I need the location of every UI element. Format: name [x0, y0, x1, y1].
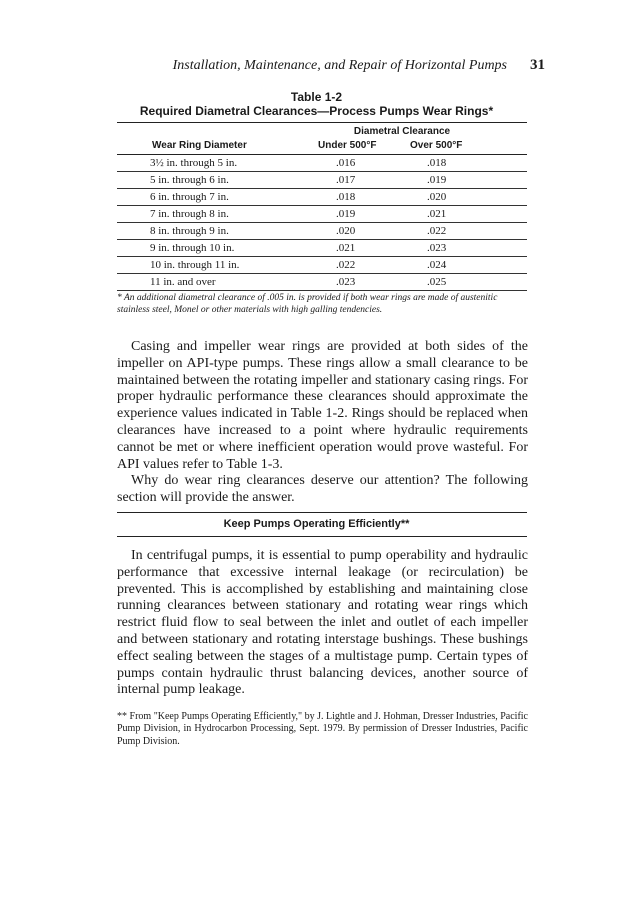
cell-diameter: 10 in. through 11 in. — [150, 259, 240, 271]
column-header-diameter: Wear Ring Diameter — [152, 140, 247, 151]
cell-over-500f: .025 — [427, 276, 447, 288]
section-top-rule — [117, 512, 527, 513]
cell-over-500f: .018 — [427, 157, 447, 169]
table-row — [117, 275, 527, 291]
table-footnote: * An additional diametral clearance of .005 in. is provided if both wear rings are made of austenitic stainless steel, Monel or other materials with high galling tendencies. — [117, 293, 498, 315]
cell-diameter: 3½ in. through 5 in. — [150, 157, 238, 169]
cell-under-500f: .023 — [336, 276, 356, 288]
cell-over-500f: .022 — [427, 225, 447, 237]
cell-under-500f: .021 — [336, 242, 356, 254]
table-row — [117, 173, 527, 189]
table-row — [117, 156, 527, 172]
column-header-over-500f: Over 500°F — [410, 140, 463, 151]
table-row — [117, 224, 527, 240]
table-row — [117, 241, 527, 257]
body-paragraph-leakage: In centrifugal pumps, it is essential to pump operability and hydraulic performance that excessive internal leakage (or recirculation) be prevented. This is accomplished by establishing and maintaining close running clearances between stationary and rotating wear rings which restrict fluid flow to seal between the inlet and outlet of each impeller and between stationary and rotating interstage bushings. These bushings effect sealing between the stages of a multistage pump. Certain types of pumps contain hydraulic thrust balancing devices, another source of internal pump leakage. — [117, 548, 528, 698]
table-row — [117, 258, 527, 274]
section-heading: Keep Pumps Operating Efficiently** — [223, 518, 410, 530]
table-caption: Required Diametral Clearances—Process Pumps Wear Rings* — [139, 104, 494, 118]
table-label: Table 1-2 — [290, 90, 343, 104]
cell-over-500f: .024 — [427, 259, 447, 271]
cell-under-500f: .018 — [336, 191, 356, 203]
running-header-title: Installation, Maintenance, and Repair of Horizontal Pumps — [172, 58, 507, 73]
footnote: ** From "Keep Pumps Operating Efficiently," by J. Lightle and J. Hohman, Dresser Industries, Pacific Pump Division, in Hydrocarbon Processing, Sept. 1979. By permission of Dresser Industries, Pacific Pump Division. — [117, 711, 528, 747]
cell-under-500f: .016 — [336, 157, 356, 169]
body-paragraph-wear-rings: Casing and impeller wear rings are provided at both sides of the impeller on API-type pumps. These rings allow a small clearance to be maintained between the rotating impeller and stationary casing rings. For proper hydraulic performance these clearances should approximate the experience values indicated in Table 1-2. Rings should be replaced when clearances have increased to a point where hydraulic requirements cannot be met or where inefficient operation would prove wasteful. For API values refer to Table 1-3. — [117, 339, 528, 472]
page-number: 31 — [530, 57, 545, 73]
cell-over-500f: .020 — [427, 191, 447, 203]
cell-over-500f: .019 — [427, 174, 447, 186]
cell-under-500f: .020 — [336, 225, 356, 237]
column-header-under-500f: Under 500°F — [318, 140, 377, 151]
running-header — [120, 58, 545, 78]
body-paragraph-question: Why do wear ring clearances deserve our attention? The following section will provide the answer. — [117, 473, 528, 505]
cell-diameter: 11 in. and over — [150, 276, 216, 288]
table-top-rule — [117, 122, 527, 123]
column-super-header: Diametral Clearance — [353, 126, 451, 137]
table-header-rule — [117, 154, 527, 155]
cell-over-500f: .021 — [427, 208, 447, 220]
cell-under-500f: .017 — [336, 174, 356, 186]
section-bottom-rule — [117, 536, 527, 537]
cell-diameter: 7 in. through 8 in. — [150, 208, 229, 220]
cell-diameter: 9 in. through 10 in. — [150, 242, 235, 254]
table-row — [117, 190, 527, 206]
cell-under-500f: .022 — [336, 259, 356, 271]
cell-over-500f: .023 — [427, 242, 447, 254]
cell-diameter: 6 in. through 7 in. — [150, 191, 229, 203]
table-row — [117, 207, 527, 223]
cell-diameter: 5 in. through 6 in. — [150, 174, 229, 186]
cell-under-500f: .019 — [336, 208, 356, 220]
cell-diameter: 8 in. through 9 in. — [150, 225, 229, 237]
